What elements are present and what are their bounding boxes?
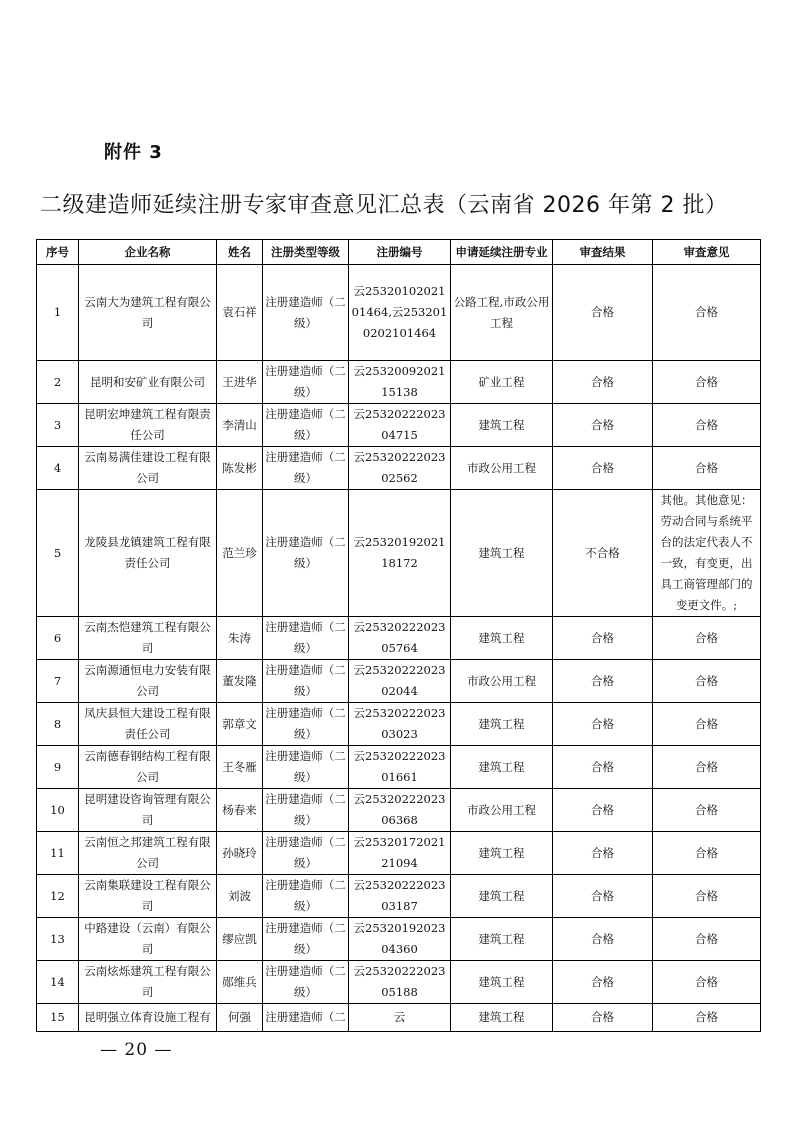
cell-no: 3: [37, 404, 79, 447]
cell-company: 云南集联建设工程有限公司: [79, 875, 217, 918]
cell-reg: 云2532022202302044: [349, 660, 451, 703]
header-cell: 序号: [37, 240, 79, 265]
cell-no: 15: [37, 1004, 79, 1032]
cell-opinion: 合格: [653, 832, 761, 875]
cell-opinion: 其他。其他意见：劳动合同与系统平台的法定代表人不一致，有变更，出具工商管理部门的变更文件。;: [653, 490, 761, 617]
cell-no: 4: [37, 447, 79, 490]
cell-opinion: 合格: [653, 961, 761, 1004]
cell-company: 昆明强立体育设施工程有: [79, 1004, 217, 1032]
cell-major: 市政公用工程: [451, 447, 553, 490]
cell-opinion: 合格: [653, 361, 761, 404]
cell-type: 注册建造师（二级）: [263, 746, 349, 789]
cell-type: 注册建造师（二级）: [263, 490, 349, 617]
cell-type: 注册建造师（二级）: [263, 961, 349, 1004]
cell-company: 云南源通恒电力安装有限公司: [79, 660, 217, 703]
table-row: [37, 490, 761, 617]
table-row: [37, 265, 761, 361]
cell-no: 7: [37, 660, 79, 703]
cell-opinion: 合格: [653, 404, 761, 447]
page-number: — 20 —: [100, 1040, 173, 1060]
cell-company: 凤庆县恒大建设工程有限责任公司: [79, 703, 217, 746]
cell-opinion: 合格: [653, 1004, 761, 1032]
cell-reg: 云2532019202118172: [349, 490, 451, 617]
table-row: [37, 918, 761, 961]
cell-no: 9: [37, 746, 79, 789]
cell-reg: 云2532019202304360: [349, 918, 451, 961]
cell-name: 郧维兵: [217, 961, 263, 1004]
cell-name: 刘波: [217, 875, 263, 918]
cell-type: 注册建造师（二级）: [263, 265, 349, 361]
cell-result: 合格: [553, 447, 653, 490]
table-row: [37, 660, 761, 703]
cell-result: 合格: [553, 832, 653, 875]
cell-no: 13: [37, 918, 79, 961]
cell-name: 陈发彬: [217, 447, 263, 490]
header-cell: 申请延续注册专业: [451, 240, 553, 265]
cell-major: 建筑工程: [451, 961, 553, 1004]
cell-major: 市政公用工程: [451, 789, 553, 832]
table-row: [37, 832, 761, 875]
cell-result: 合格: [553, 404, 653, 447]
header-cell: 姓名: [217, 240, 263, 265]
cell-result: 合格: [553, 961, 653, 1004]
cell-name: 朱涛: [217, 617, 263, 660]
cell-type: 注册建造师（二级）: [263, 789, 349, 832]
cell-opinion: 合格: [653, 660, 761, 703]
table-row: [37, 703, 761, 746]
cell-reg: 云2532009202115138: [349, 361, 451, 404]
cell-company: 中路建设（云南）有限公司: [79, 918, 217, 961]
cell-type: 注册建造师（二级）: [263, 918, 349, 961]
cell-result: 合格: [553, 1004, 653, 1032]
cell-reg: 云2532022202302562: [349, 447, 451, 490]
cell-major: 建筑工程: [451, 703, 553, 746]
cell-major: 建筑工程: [451, 617, 553, 660]
cell-type: 注册建造师（二级）: [263, 703, 349, 746]
cell-no: 1: [37, 265, 79, 361]
cell-type: 注册建造师（二级）: [263, 617, 349, 660]
cell-reg: 云: [349, 1004, 451, 1032]
cell-name: 何强: [217, 1004, 263, 1032]
cell-no: 14: [37, 961, 79, 1004]
table-row: [37, 789, 761, 832]
table-row: [37, 361, 761, 404]
cell-type: 注册建造师（二级）: [263, 447, 349, 490]
cell-major: 建筑工程: [451, 404, 553, 447]
cell-name: 董发隆: [217, 660, 263, 703]
cell-name: 王进华: [217, 361, 263, 404]
cell-opinion: 合格: [653, 617, 761, 660]
cell-company: 龙陵县龙镇建筑工程有限责任公司: [79, 490, 217, 617]
table-row: [37, 1004, 761, 1032]
cell-type: 注册建造师（二级）: [263, 875, 349, 918]
cell-reg: 云2532017202121094: [349, 832, 451, 875]
table-row: [37, 875, 761, 918]
review-table: [36, 239, 761, 1032]
header-cell: 注册类型等级: [263, 240, 349, 265]
cell-result: 合格: [553, 265, 653, 361]
table-row: [37, 447, 761, 490]
table-row: [37, 746, 761, 789]
cell-company: 昆明和安矿业有限公司: [79, 361, 217, 404]
cell-opinion: 合格: [653, 918, 761, 961]
cell-name: 郭章文: [217, 703, 263, 746]
cell-major: 建筑工程: [451, 918, 553, 961]
cell-result: 合格: [553, 746, 653, 789]
cell-no: 2: [37, 361, 79, 404]
cell-type: 注册建造师（二级）: [263, 404, 349, 447]
cell-reg: 云2532010202101464,云2532010202101464: [349, 265, 451, 361]
cell-opinion: 合格: [653, 875, 761, 918]
cell-opinion: 合格: [653, 703, 761, 746]
attachment-label: 附件 3: [104, 142, 163, 163]
cell-opinion: 合格: [653, 447, 761, 490]
page-title: 二级建造师延续注册专家审查意见汇总表（云南省 2026 年第 2 批）: [40, 193, 728, 218]
cell-no: 8: [37, 703, 79, 746]
table-header-row: [37, 240, 761, 265]
cell-major: 建筑工程: [451, 875, 553, 918]
cell-result: 合格: [553, 703, 653, 746]
cell-no: 11: [37, 832, 79, 875]
cell-result: 合格: [553, 361, 653, 404]
cell-reg: 云2532022202303023: [349, 703, 451, 746]
header-cell: 审查意见: [653, 240, 761, 265]
cell-company: 云南炫烁建筑工程有限公司: [79, 961, 217, 1004]
cell-opinion: 合格: [653, 789, 761, 832]
cell-type: 注册建造师（二: [263, 1004, 349, 1032]
cell-reg: 云2532022202304715: [349, 404, 451, 447]
cell-company: 云南恒之邦建筑工程有限公司: [79, 832, 217, 875]
cell-name: 缪应凯: [217, 918, 263, 961]
cell-company: 昆明宏坤建筑工程有限责任公司: [79, 404, 217, 447]
cell-result: 合格: [553, 918, 653, 961]
header-cell: 企业名称: [79, 240, 217, 265]
cell-no: 5: [37, 490, 79, 617]
cell-type: 注册建造师（二级）: [263, 832, 349, 875]
cell-name: 李清山: [217, 404, 263, 447]
header-cell: 审查结果: [553, 240, 653, 265]
cell-company: 昆明建设咨询管理有限公司: [79, 789, 217, 832]
cell-result: 合格: [553, 617, 653, 660]
cell-reg: 云2532022202306368: [349, 789, 451, 832]
cell-opinion: 合格: [653, 265, 761, 361]
cell-name: 范兰珍: [217, 490, 263, 617]
cell-company: 云南大为建筑工程有限公司: [79, 265, 217, 361]
cell-major: 公路工程,市政公用工程: [451, 265, 553, 361]
cell-result: 合格: [553, 875, 653, 918]
cell-company: 云南易满佳建设工程有限公司: [79, 447, 217, 490]
cell-reg: 云2532022202303187: [349, 875, 451, 918]
cell-company: 云南德春钢结构工程有限公司: [79, 746, 217, 789]
cell-major: 市政公用工程: [451, 660, 553, 703]
cell-no: 10: [37, 789, 79, 832]
cell-major: 矿业工程: [451, 361, 553, 404]
cell-name: 孙晓玲: [217, 832, 263, 875]
cell-company: 云南杰恺建筑工程有限公司: [79, 617, 217, 660]
cell-type: 注册建造师（二级）: [263, 361, 349, 404]
table-row: [37, 617, 761, 660]
cell-reg: 云2532022202301661: [349, 746, 451, 789]
cell-major: 建筑工程: [451, 746, 553, 789]
cell-type: 注册建造师（二级）: [263, 660, 349, 703]
cell-no: 12: [37, 875, 79, 918]
cell-major: 建筑工程: [451, 1004, 553, 1032]
table-row: [37, 961, 761, 1004]
header-cell: 注册编号: [349, 240, 451, 265]
cell-result: 合格: [553, 660, 653, 703]
table-row: [37, 404, 761, 447]
cell-major: 建筑工程: [451, 490, 553, 617]
cell-name: 杨春来: [217, 789, 263, 832]
cell-result: 不合格: [553, 490, 653, 617]
cell-reg: 云2532022202305188: [349, 961, 451, 1004]
cell-reg: 云2532022202305764: [349, 617, 451, 660]
cell-opinion: 合格: [653, 746, 761, 789]
cell-name: 王冬雁: [217, 746, 263, 789]
cell-major: 建筑工程: [451, 832, 553, 875]
cell-no: 6: [37, 617, 79, 660]
cell-result: 合格: [553, 789, 653, 832]
cell-name: 袁石祥: [217, 265, 263, 361]
